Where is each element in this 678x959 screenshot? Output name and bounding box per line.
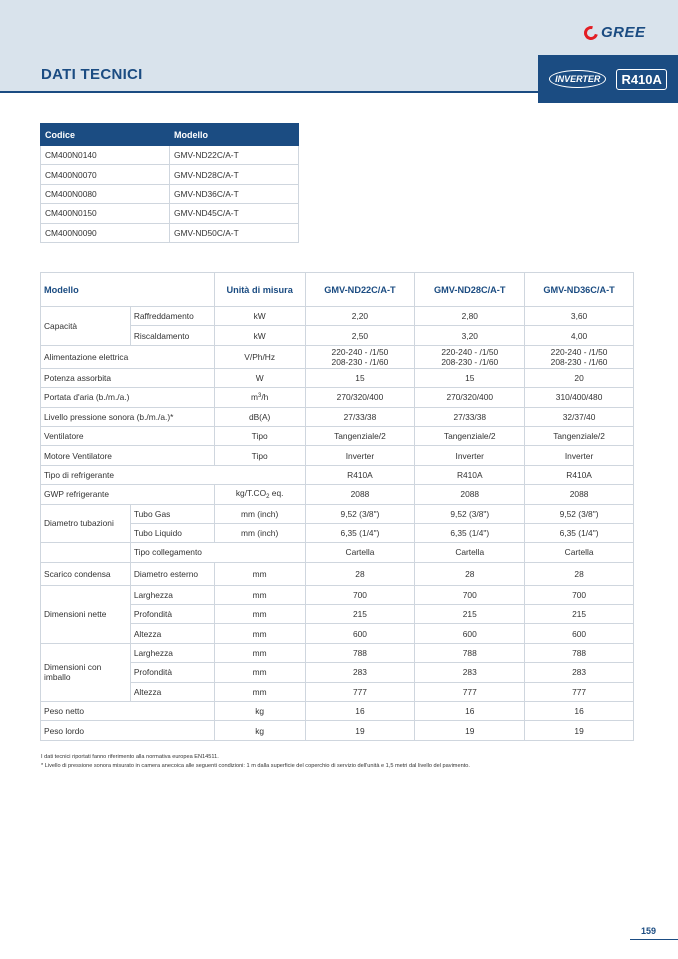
group-label: Dimensioni con imballo (41, 643, 131, 701)
value-line: 208-230 - /1/60 (331, 356, 389, 367)
value-cell: Cartella (415, 543, 525, 562)
table-row (41, 223, 299, 242)
header-unit: Unità di misura (214, 273, 305, 307)
row-label: Peso netto (41, 702, 215, 721)
gree-logo (584, 24, 646, 41)
feature-badge (538, 55, 678, 103)
inverter-badge: INVERTER (549, 70, 606, 88)
row-label: Profondità (130, 663, 214, 682)
value-cell: 2,50 (305, 326, 415, 345)
unit-cell: mm (214, 643, 305, 662)
header-divider (0, 91, 538, 93)
header-model-label: Modello (41, 273, 215, 307)
footnote: * Livello di pressione sonora misurato in camera anecoica alle seguenti condizioni: 1 m dalla superficie del coperchio di servizio dell'unità e 1,5 metri dal livello del pavimento. (41, 763, 470, 769)
row-label: Altezza (130, 682, 214, 701)
value-cell: R410A (305, 465, 415, 484)
value-cell (305, 345, 415, 368)
value-cell: Inverter (305, 446, 415, 465)
model-cell: GMV-ND50C/A-T (170, 223, 299, 242)
unit-cell: kW (214, 326, 305, 345)
value-cell: 9,52 (3/8") (525, 504, 634, 523)
value-cell: 700 (305, 585, 415, 604)
table-row (41, 368, 634, 387)
value-cell: Tangenziale/2 (305, 426, 415, 445)
codes-table (40, 123, 299, 243)
table-row (41, 585, 634, 604)
value-cell: 6,35 (1/4") (525, 523, 634, 542)
value-cell: 777 (415, 682, 525, 701)
table-row (41, 543, 634, 562)
table-row (41, 184, 299, 203)
unit-cell: kg (214, 721, 305, 740)
value-cell: 2088 (525, 485, 634, 504)
row-label: Peso lordo (41, 721, 215, 740)
value-cell: 19 (415, 721, 525, 740)
table-row (41, 446, 634, 465)
value-cell: 16 (415, 702, 525, 721)
table-row (41, 504, 634, 523)
value-cell: 600 (415, 624, 525, 643)
value-cell: 16 (525, 702, 634, 721)
footnote: I dati tecnici riportati fanno riferimento alla normativa europea EN14511. (41, 754, 219, 760)
unit-cell: mm (214, 663, 305, 682)
unit-cell: mm (214, 585, 305, 604)
table-row (41, 523, 634, 542)
row-label: Ventilatore (41, 426, 215, 445)
value-cell: 27/33/38 (415, 407, 525, 426)
value-cell: 788 (525, 643, 634, 662)
value-line: 208-230 - /1/60 (441, 356, 499, 367)
table-row (41, 624, 634, 643)
table-row (41, 465, 634, 484)
unit-cell (214, 388, 305, 407)
value-cell: 16 (305, 702, 415, 721)
row-label: Larghezza (130, 643, 214, 662)
value-line: 208-230 - /1/60 (550, 356, 608, 367)
unit-tail: /h (261, 392, 269, 403)
value-line: 220-240 - /1/50 (441, 346, 499, 357)
gree-logo-icon (581, 23, 600, 42)
value-cell: 20 (525, 368, 634, 387)
unit-cell: dB(A) (214, 407, 305, 426)
code-cell: CM400N0070 (41, 165, 170, 184)
value-cell: 215 (305, 605, 415, 624)
value-cell: 15 (415, 368, 525, 387)
table-row (41, 721, 634, 740)
unit-cell: kW (214, 307, 305, 326)
model-cell: GMV-ND22C/A-T (170, 146, 299, 165)
value-cell: 2088 (415, 485, 525, 504)
value-cell: 3,60 (525, 307, 634, 326)
row-label: Profondità (130, 605, 214, 624)
table-row (41, 643, 634, 662)
value-cell: 19 (305, 721, 415, 740)
footnotes (41, 753, 470, 771)
group-label: Diametro tubazioni (41, 504, 131, 543)
row-label: Altezza (130, 624, 214, 643)
header-model: Modello (170, 124, 299, 146)
row-label: Scarico condensa (41, 562, 131, 585)
model-cell: GMV-ND28C/A-T (170, 165, 299, 184)
specs-header (41, 273, 634, 307)
table-row (41, 682, 634, 701)
value-cell: Cartella (525, 543, 634, 562)
value-cell: 270/320/400 (305, 388, 415, 407)
code-cell: CM400N0150 (41, 204, 170, 223)
table-row (41, 407, 634, 426)
unit-sup: 3 (257, 393, 262, 400)
unit-sub: 2 (266, 494, 270, 501)
value-cell: 700 (525, 585, 634, 604)
code-cell: CM400N0090 (41, 223, 170, 242)
header-model-3: GMV-ND36C/A-T (525, 273, 634, 307)
value-cell: 32/37/40 (525, 407, 634, 426)
table-row (41, 426, 634, 445)
unit-cell (214, 485, 305, 504)
unit-cell: mm (214, 624, 305, 643)
table-row (41, 165, 299, 184)
table-row (41, 326, 634, 345)
value-cell: 270/320/400 (415, 388, 525, 407)
row-label: Larghezza (130, 585, 214, 604)
code-cell: CM400N0140 (41, 146, 170, 165)
group-label: Capacità (41, 307, 131, 346)
value-cell: 28 (305, 562, 415, 585)
table-row (41, 307, 634, 326)
value-line: 220-240 - /1/50 (550, 346, 608, 357)
value-cell (525, 345, 634, 368)
value-cell: 2088 (305, 485, 415, 504)
value-cell: 9,52 (3/8") (305, 504, 415, 523)
unit-cell: W (214, 368, 305, 387)
header-code: Codice (41, 124, 170, 146)
row-label: Potenza assorbita (41, 368, 215, 387)
unit-tail: eq. (269, 488, 284, 499)
specs-table (40, 272, 634, 741)
unit-base: kg/T.CO (235, 488, 267, 499)
value-cell: R410A (525, 465, 634, 484)
model-cell: GMV-ND36C/A-T (170, 184, 299, 203)
value-cell: 777 (305, 682, 415, 701)
header-model-1: GMV-ND22C/A-T (305, 273, 415, 307)
value-cell: 28 (525, 562, 634, 585)
value-cell: 283 (525, 663, 634, 682)
value-cell: 215 (525, 605, 634, 624)
value-cell: 310/400/480 (525, 388, 634, 407)
row-label: Alimentazione elettrica (41, 345, 215, 368)
value-cell: 27/33/38 (305, 407, 415, 426)
row-label: Tipo collegamento (130, 543, 305, 562)
unit-cell: Tipo (214, 446, 305, 465)
row-label: Raffreddamento (130, 307, 214, 326)
page-number-rule (630, 939, 678, 940)
value-cell: Tangenziale/2 (525, 426, 634, 445)
unit-cell: Tipo (214, 426, 305, 445)
unit-cell: mm (214, 682, 305, 701)
row-label: GWP refrigerante (41, 485, 215, 504)
page-number: 159 (641, 926, 657, 936)
value-cell: 15 (305, 368, 415, 387)
unit-cell: mm (214, 605, 305, 624)
row-label: Livello pressione sonora (b./m./a.)* (41, 407, 215, 426)
value-cell: Tangenziale/2 (415, 426, 525, 445)
value-cell: 788 (415, 643, 525, 662)
value-cell: 2,80 (415, 307, 525, 326)
table-row (41, 345, 634, 368)
brand-name: GREE (601, 24, 646, 41)
header-model-2: GMV-ND28C/A-T (415, 273, 525, 307)
value-cell: 600 (305, 624, 415, 643)
unit-base: m (250, 392, 258, 403)
unit-cell: mm (214, 562, 305, 585)
unit-cell: mm (inch) (214, 504, 305, 523)
code-cell: CM400N0080 (41, 184, 170, 203)
row-label: Portata d'aria (b./m./a.) (41, 388, 215, 407)
value-cell: 4,00 (525, 326, 634, 345)
codes-table-header (41, 124, 299, 146)
table-row (41, 562, 634, 585)
value-cell: 700 (415, 585, 525, 604)
table-row (41, 485, 634, 504)
row-sublabel: Diametro esterno (130, 562, 214, 585)
value-cell: Cartella (305, 543, 415, 562)
table-row (41, 388, 634, 407)
group-spacer (41, 543, 131, 562)
row-label: Motore Ventilatore (41, 446, 215, 465)
value-cell: 6,35 (1/4") (415, 523, 525, 542)
value-cell: 9,52 (3/8") (415, 504, 525, 523)
page-title: DATI TECNICI (41, 66, 143, 83)
unit-cell: V/Ph/Hz (214, 345, 305, 368)
row-label: Riscaldamento (130, 326, 214, 345)
table-row (41, 702, 634, 721)
unit-cell: mm (inch) (214, 523, 305, 542)
value-cell: 283 (305, 663, 415, 682)
table-row (41, 204, 299, 223)
row-label: Tubo Gas (130, 504, 214, 523)
value-cell: 283 (415, 663, 525, 682)
value-cell: 600 (525, 624, 634, 643)
value-cell: 6,35 (1/4") (305, 523, 415, 542)
group-label: Dimensioni nette (41, 585, 131, 643)
unit-cell: kg (214, 702, 305, 721)
value-line: 220-240 - /1/50 (331, 346, 389, 357)
value-cell: Inverter (415, 446, 525, 465)
row-label: Tubo Liquido (130, 523, 214, 542)
value-cell: 215 (415, 605, 525, 624)
value-cell: 3,20 (415, 326, 525, 345)
table-row (41, 605, 634, 624)
value-cell: 2,20 (305, 307, 415, 326)
value-cell: 28 (415, 562, 525, 585)
value-cell: 777 (525, 682, 634, 701)
value-cell: 788 (305, 643, 415, 662)
value-cell: 19 (525, 721, 634, 740)
value-cell (415, 345, 525, 368)
value-cell: Inverter (525, 446, 634, 465)
value-cell: R410A (415, 465, 525, 484)
row-label: Tipo di refrigerante (41, 465, 306, 484)
model-cell: GMV-ND45C/A-T (170, 204, 299, 223)
table-row (41, 146, 299, 165)
refrigerant-badge: R410A (616, 69, 666, 90)
table-row (41, 663, 634, 682)
